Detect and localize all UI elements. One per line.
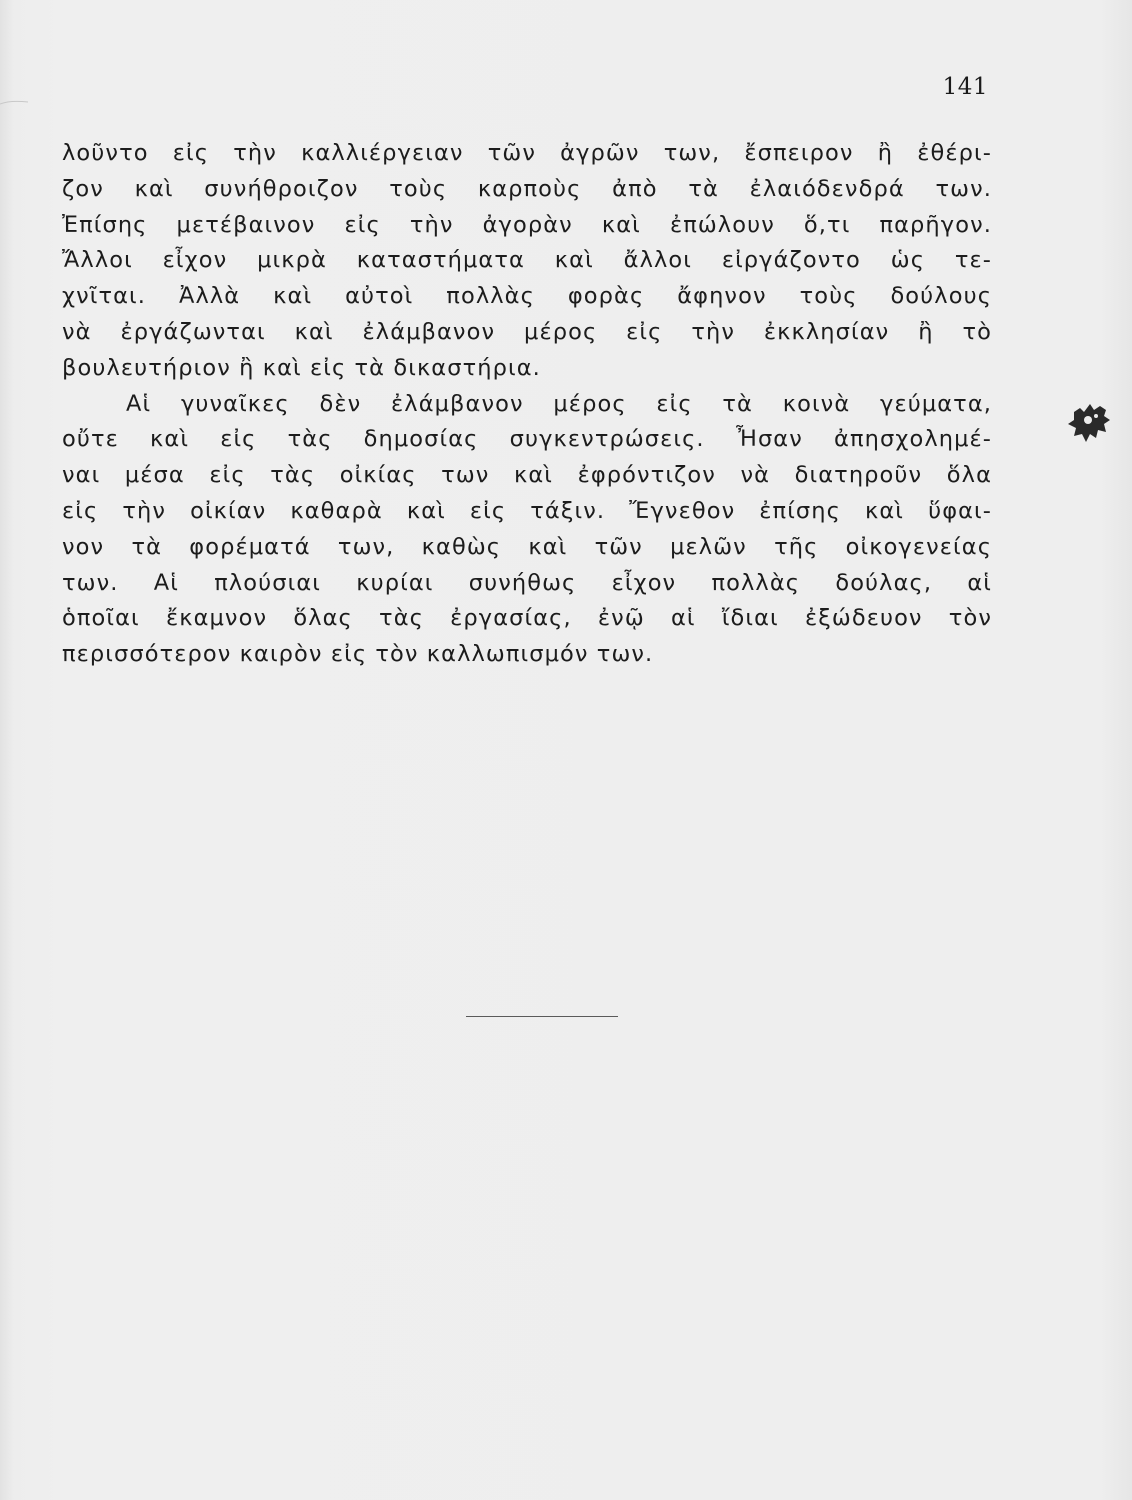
page-number: 141 xyxy=(942,74,988,100)
text-line: νον τὰ φορέματά των, καθὼς καὶ τῶν μελῶν τῆς οἰκογενείας xyxy=(62,533,992,560)
text-line: ὁποῖαι ἔκαμνον ὅλας τὰς ἐργασίας, ἐνῷ αἱ ἴδιαι ἐξώδευον τὸν xyxy=(62,605,992,632)
text-line: νὰ ἐργάζωνται καὶ ἐλάμβανον μέρος εἰς τὴν ἐκκλησίαν ἢ τὸ xyxy=(62,318,992,345)
text-line: εἰς τὴν οἰκίαν καθαρὰ καὶ εἰς τάξιν. Ἔγνεθον ἐπίσης καὶ ὕφαι- xyxy=(62,497,992,524)
text-line: χνῖται. Ἀλλὰ καὶ αὐτοὶ πολλὰς φορὰς ἄφηνον τοὺς δούλους xyxy=(62,283,992,310)
text-line: λοῦντο εἰς τὴν καλλιέργειαν τῶν ἀγρῶν των, ἔσπειρον ἢ ἐθέρι- xyxy=(62,140,992,166)
ink-blot-mark xyxy=(1066,398,1112,446)
text-line: ζον καὶ συνήθροιζον τοὺς καρποὺς ἀπὸ τὰ ἐλαιόδενδρά των. xyxy=(62,175,992,202)
text-line: των. Αἱ πλούσιαι κυρίαι συνήθως εἶχον πολλὰς δούλας, αἱ xyxy=(62,569,992,596)
text-line: Ἐπίσης μετέβαινον εἰς τὴν ἀγορὰν καὶ ἐπώλουν ὅ,τι παρῆγον. xyxy=(62,211,992,238)
text-line: βουλευτήριον ἢ καὶ εἰς τὰ δικαστήρια. xyxy=(62,354,541,381)
section-end-rule xyxy=(466,1016,618,1017)
body-text xyxy=(62,136,992,673)
text-line: περισσότερον καιρὸν εἰς τὸν καλλωπισμόν των. xyxy=(62,641,654,668)
text-line: οὔτε καὶ εἰς τὰς δημοσίας συγκεντρώσεις. Ἦσαν ἀπησχολημέ- xyxy=(62,426,992,453)
text-line: ναι μέσα εἰς τὰς οἰκίας των καὶ ἐφρόντιζον νὰ διατηροῦν ὅλα xyxy=(62,462,992,489)
text-line: Ἄλλοι εἶχον μικρὰ καταστήματα καὶ ἄλλοι εἰργάζοντο ὡς τε- xyxy=(62,247,992,274)
page-edge-mark xyxy=(0,96,28,110)
text-line: Αἱ γυναῖκες δὲν ἐλάμβανον μέρος εἰς τὰ κοινὰ γεύματα, xyxy=(126,390,992,417)
